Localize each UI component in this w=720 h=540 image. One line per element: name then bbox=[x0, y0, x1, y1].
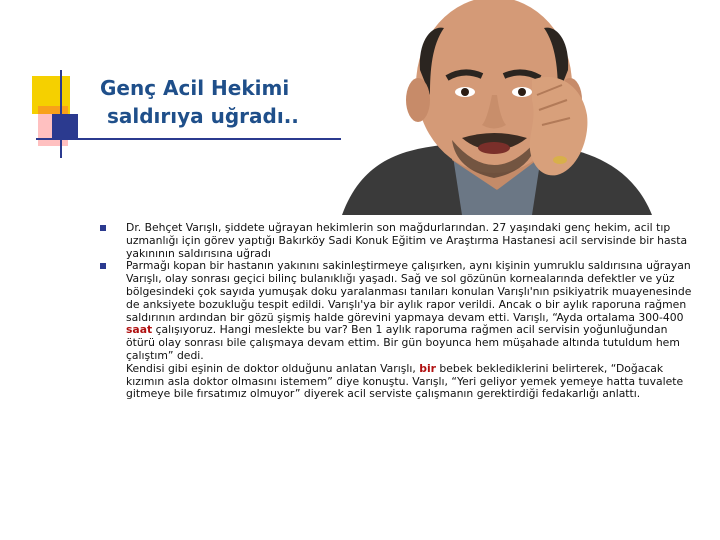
slide-title-line-1: Genç Acil Hekimi bbox=[100, 76, 290, 100]
bullet-text-2-part-4: bebek beklediklerini belirterek, “Doğacak kızımın asla doktor olmasını istemem” diye konuştu. Varışlı, “Yeri geliyor yemek yemeye hatta tuvalete gitmeye bile fırsatımız olmuyor” diyerek acil serviste çalışmanın gerektirdiği fedakarlığı anlattı. bbox=[126, 361, 684, 401]
bullet-text-1: Dr. Behçet Varışlı, şiddete uğrayan hekimlerin son mağdurlarından. 27 yaşındaki genç hekim, acil tıp uzmanlığı için görev yaptığı Bakırköy Sadi Konuk Eğitim ve Araştırma Hastanesi acil servisinde bir hasta yakınının saldırısına uğradı bbox=[126, 221, 688, 260]
bullet-text-2-part-3: Kendisi gibi eşinin de doktor olduğunu anlatan Varışlı, bbox=[126, 361, 420, 375]
decor-vertical-line bbox=[60, 70, 62, 158]
highlight-saat: saat bbox=[126, 323, 153, 337]
list-item bbox=[100, 222, 695, 260]
bullet-text-2 bbox=[126, 260, 695, 401]
slide-title-line-2: saldırıya uğradı.. bbox=[100, 104, 299, 128]
slide-body bbox=[100, 222, 695, 401]
doctor-photo bbox=[332, 0, 657, 215]
bullet-icon bbox=[100, 263, 106, 269]
bullet-icon bbox=[100, 225, 106, 231]
decor-horizontal-line bbox=[36, 138, 341, 140]
decor-blue-square bbox=[52, 114, 78, 138]
highlight-bir: bir bbox=[419, 361, 436, 375]
bullet-text-2-part-1: Parmağı kopan bir hastanın yakınını sakinleştirmeye çalışırken, aynı kişinin yumruklu saldırısına uğrayan Varışlı, olay sonrası geçici bilinç bulanıklığı yaşadı. Sağ ve sol gözünün kornealarında defektler ve yüz bölgesindeki çok sayıda yumuşak doku yaralanması tanıları konulan Varışlı'nın psikiyatrik muayenesinde de anksiyete bozukluğu tespit edildi. Varışlı'ya bir aylık rapor verildi. Ancak o bir aylık raporuna rağmen saldırının ardından bir gözü şişmiş halde görevini yapmaya devam etti. Varışlı, “Ayda ortalama 300-400 bbox=[126, 259, 692, 324]
slide-title bbox=[100, 74, 350, 130]
bullet-text-2-part-2: çalışıyoruz. Hangi meslekte bu var? Ben 1 aylık raporuma rağmen acil servisin yoğunluğundan ötürü olay sonrası bile çalışmaya devam ettim. Bir gün boyunca hem müşahade altında tutuldum hem çalıştım” dedi. bbox=[126, 323, 680, 362]
list-item bbox=[100, 260, 695, 401]
